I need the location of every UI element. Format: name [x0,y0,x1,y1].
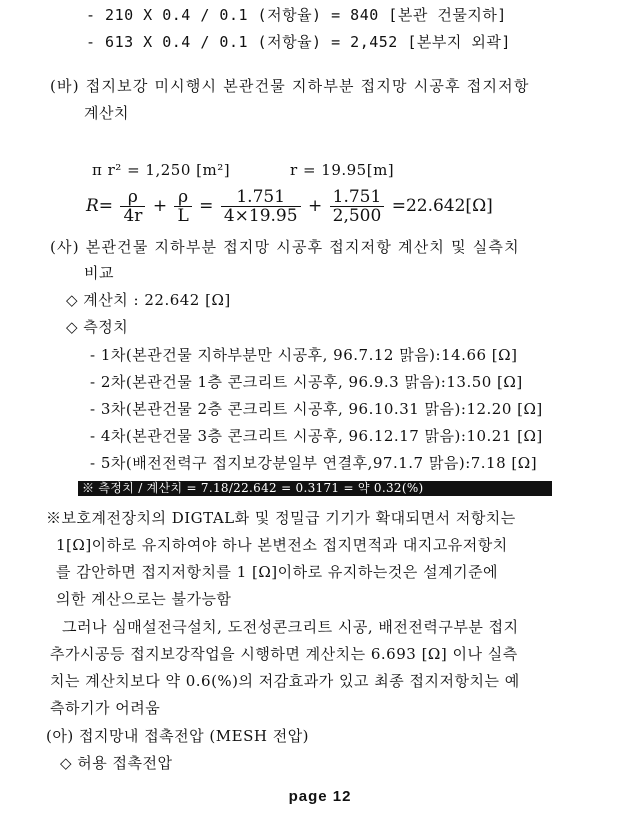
section-heading: (아) 접지망내 접촉전압 (MESH 전압) [46,727,310,745]
numerator: ρ [174,188,191,207]
calculated-value: ◇ 계산치 : 22.642 [Ω] [66,291,231,309]
text-line: - 210 X 0.4 / 0.1 (저항율) = 840 [본관 건물지하] [86,6,507,24]
text-line: ◇ 허용 접촉전압 [60,754,173,772]
radius-equation: r = 19.95[m] [290,161,395,179]
formula-lhs: R= [86,196,114,216]
formula-result: =22.642[Ω] [391,196,493,216]
fraction [330,188,385,225]
operator: + [152,196,168,216]
paragraph-line: 추가시공등 접지보강작업을 시행하면 계산치는 6.693 [Ω] 이나 실측 [50,645,518,663]
paragraph-line: 측하기가 어려움 [50,699,161,717]
text-line: - 613 X 0.4 / 0.1 (저항율) = 2,452 [본부지 외곽] [86,33,511,51]
measured-heading: ◇ 측정치 [66,318,129,336]
highlighted-ratio-line: ※ 측정치 / 계산치 = 7.18/22.642 = 0.3171 = 약 0.32(%) [78,481,552,496]
note-line: 1[Ω]이하로 유지하여야 하나 본변전소 접지면적과 대지고유저항치 [56,536,508,554]
area-equation: π r² = 1,250 [m²] [92,161,231,179]
text-line: 비교 [84,264,114,282]
fraction [120,188,145,225]
page-number: page 12 [288,788,352,805]
note-line: 의한 계산으로는 불가능함 [56,590,232,608]
operator: + [307,196,323,216]
text-line: 계산치 [84,104,129,122]
denominator: L [177,206,189,226]
paragraph-line: 치는 계산치보다 약 0.6(%)의 저감효과가 있고 최종 접지저항치는 예 [50,672,520,690]
fraction [174,188,191,225]
measurement-item: - 5차(배전전력구 접지보강분일부 연결후,97.1.7 맑음):7.18 [Ω] [90,454,538,472]
operator: = [199,196,214,216]
measurement-item: - 1차(본관건물 지하부분만 시공후, 96.7.12 맑음):14.66 [Ω] [90,346,518,364]
numerator: 1.751 [330,188,385,207]
fraction [221,188,301,225]
paragraph-line: 그러나 심매설전극설치, 도전성콘크리트 시공, 배전전력구부분 접지 [62,618,519,636]
numerator: ρ [120,188,145,207]
section-heading: (사) 본관건물 지하부분 접지망 시공후 접지저항 계산치 및 실측치 [50,238,520,256]
numerator: 1.751 [221,188,301,207]
resistance-formula [86,188,493,225]
note-line: 를 감안하면 접지저항치를 1 [Ω]이하로 유지하는것은 설계기준에 [56,563,499,581]
denominator: 4×19.95 [223,206,298,226]
denominator: 2,500 [332,206,382,226]
measurement-item: - 3차(본관건물 2층 콘크리트 시공후, 96.10.31 맑음):12.20 [Ω] [90,400,543,418]
denominator: 4r [123,206,143,226]
measurement-item: - 4차(본관건물 3층 콘크리트 시공후, 96.12.17 맑음):10.21 [Ω] [90,427,543,445]
section-heading: (바) 접지보강 미시행시 본관건물 지하부분 접지망 시공후 접지저항 [50,77,530,95]
note-line: ※보호계전장치의 DIGTAL화 및 정밀급 기기가 확대되면서 저항치는 [46,509,516,527]
measurement-item: - 2차(본관건물 1층 콘크리트 시공후, 96.9.3 맑음):13.50 [Ω] [90,373,523,391]
